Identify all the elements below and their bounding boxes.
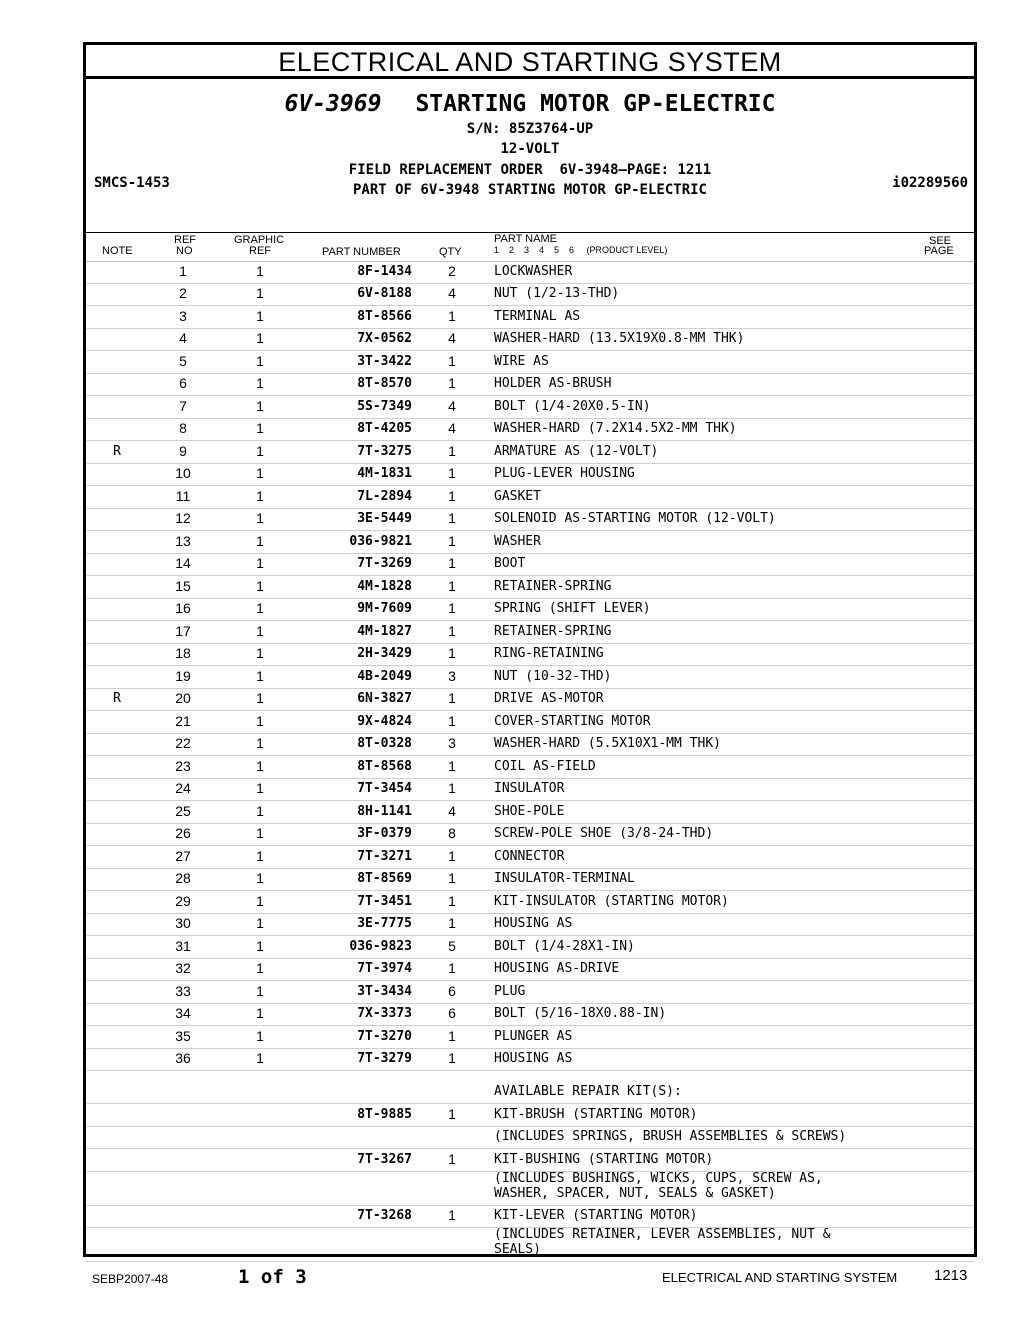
graphic-ref-cell: 1 [256, 420, 264, 436]
title-block [86, 79, 974, 221]
kit-part-number: 7T-3268 [357, 1208, 412, 1223]
qty-cell: 4 [448, 330, 456, 346]
table-row [86, 734, 974, 757]
ref-no-cell: 16 [175, 600, 191, 616]
part-number-cell: 4M-1831 [357, 466, 412, 481]
part-name-cell: CONNECTOR [494, 848, 565, 864]
graphic-ref-cell: 1 [256, 262, 264, 279]
ref-no-cell: 4 [179, 330, 187, 346]
table-row [86, 779, 974, 802]
table-row [86, 441, 974, 464]
table-row [86, 914, 974, 937]
table-row [86, 374, 974, 397]
qty-cell: 3 [448, 667, 456, 684]
footer-page-number: 1213 [934, 1267, 968, 1284]
table-row [86, 396, 974, 419]
graphic-ref-cell: 1 [256, 285, 264, 301]
section-title: ELECTRICAL AND STARTING SYSTEM [86, 45, 974, 79]
part-name-cell: KIT-INSULATOR (STARTING MOTOR) [494, 893, 729, 909]
table-row [86, 869, 974, 892]
part-number-cell: 7T-3271 [357, 848, 412, 864]
graphic-ref-cell: 1 [256, 375, 264, 391]
note-cell: R [113, 691, 121, 706]
header-note: NOTE [102, 245, 133, 257]
note-cell: R [113, 443, 121, 459]
ref-no-cell: 32 [175, 960, 191, 976]
part-name-cell: BOLT (1/4-20X0.5-IN) [494, 398, 651, 414]
part-name-cell: WASHER [494, 533, 541, 549]
part-name-cell: ARMATURE AS (12-VOLT) [494, 443, 659, 459]
kit-includes-row [86, 1127, 974, 1150]
qty-cell: 1 [448, 622, 456, 639]
graphic-ref-cell: 1 [256, 645, 264, 661]
group-title [86, 91, 974, 117]
qty-cell: 1 [448, 1050, 456, 1066]
kits-heading: AVAILABLE REPAIR KIT(S): [494, 1084, 682, 1099]
part-name-cell: COVER-STARTING MOTOR [494, 713, 651, 729]
part-name-cell: HOUSING AS [494, 1051, 573, 1066]
part-number-cell: 7X-0562 [357, 331, 412, 346]
part-number-cell: 7T-3275 [357, 443, 412, 459]
table-row [86, 486, 974, 509]
part-name-cell: RETAINER-SPRING [494, 578, 612, 594]
column-headers [86, 232, 974, 262]
part-number-cell: 4M-1828 [357, 578, 412, 594]
table-row [86, 846, 974, 869]
part-number-cell: 8T-8569 [357, 871, 412, 886]
ref-no-cell: 25 [175, 802, 191, 819]
graphic-ref-cell: 1 [256, 555, 264, 571]
part-number-cell: 3T-3434 [357, 983, 412, 999]
kit-row [86, 1149, 974, 1172]
part-name-cell: GASKET [494, 488, 541, 504]
graphic-ref-cell: 1 [256, 825, 264, 841]
ref-no-cell: 18 [175, 645, 191, 661]
graphic-ref-cell: 1 [256, 690, 264, 706]
kit-qty: 1 [448, 1105, 456, 1122]
group-name: STARTING MOTOR GP-ELECTRIC [415, 91, 776, 117]
graphic-ref-cell: 1 [256, 937, 264, 954]
part-name-cell: PLUG-LEVER HOUSING [494, 466, 635, 481]
kit-includes-row [86, 1228, 974, 1262]
part-name-cell: INSULATOR-TERMINAL [494, 871, 635, 886]
qty-cell: 1 [448, 352, 456, 369]
graphic-ref-cell: 1 [256, 847, 264, 864]
graphic-ref-cell: 1 [256, 667, 264, 684]
part-name-cell: RETAINER-SPRING [494, 623, 612, 639]
qty-cell: 1 [448, 690, 456, 706]
graphic-ref-cell: 1 [256, 802, 264, 819]
qty-cell: 1 [448, 780, 456, 796]
part-name-cell: WIRE AS [494, 353, 549, 369]
footer-page-of: 1 of 3 [238, 1266, 307, 1288]
graphic-ref-cell: 1 [256, 892, 264, 909]
qty-cell: 2 [448, 262, 456, 279]
table-row [86, 419, 974, 442]
ref-no-cell: 13 [175, 532, 191, 549]
ref-no-cell: 24 [175, 780, 191, 796]
header-see-page: PAGE [924, 245, 954, 257]
part-name-cell: BOLT (5/16-18X0.88-IN) [494, 1006, 667, 1021]
graphic-ref-cell: 1 [256, 757, 264, 774]
table-row [86, 351, 974, 374]
part-of-line: PART OF 6V-3948 STARTING MOTOR GP-ELECTRIC [352, 182, 707, 198]
part-name-cell: WASHER-HARD (13.5X19X0.8-MM THK) [494, 331, 745, 346]
table-row [86, 936, 974, 959]
page-footer [0, 1262, 1020, 1302]
qty-cell: 4 [448, 397, 456, 414]
ref-no-cell: 12 [175, 510, 191, 526]
ref-no-cell: 30 [175, 915, 191, 931]
kit-includes-row [86, 1172, 974, 1206]
graphic-ref-cell: 1 [256, 622, 264, 639]
table-row [86, 644, 974, 667]
part-number-cell: 8T-0328 [357, 736, 412, 751]
graphic-ref-cell: 1 [256, 465, 264, 481]
qty-cell: 4 [448, 802, 456, 819]
part-number-cell: 3E-7775 [357, 916, 412, 931]
part-name-cell: PLUG [494, 983, 526, 999]
qty-cell: 1 [448, 892, 456, 909]
part-name-cell: COIL AS-FIELD [494, 758, 596, 774]
qty-cell: 1 [448, 870, 456, 886]
qty-cell: 1 [448, 577, 456, 594]
footer-section: ELECTRICAL AND STARTING SYSTEM [662, 1270, 898, 1285]
graphic-ref-cell: 1 [256, 330, 264, 346]
part-number-cell: 5S-7349 [357, 398, 412, 414]
field-replacement-order: FIELD REPLACEMENT ORDER 6V-3948—PAGE: 1211 [348, 162, 712, 178]
kit-part-number: 8T-9885 [357, 1106, 412, 1122]
qty-cell: 1 [448, 375, 456, 391]
qty-cell: 4 [448, 285, 456, 301]
table-row [86, 329, 974, 352]
part-number-cell: 3F-0379 [357, 826, 412, 841]
ref-no-cell: 1 [179, 262, 187, 279]
graphic-ref-cell: 1 [256, 442, 264, 459]
parts-list [86, 261, 974, 1262]
table-row [86, 824, 974, 847]
table-row [86, 554, 974, 577]
part-number-cell: 6V-8188 [357, 286, 412, 301]
part-name-cell: DRIVE AS-MOTOR [494, 691, 604, 706]
qty-cell: 1 [448, 532, 456, 549]
group-number: 6V-3969 [284, 91, 382, 117]
part-number-cell: 3E-5449 [357, 511, 412, 526]
ref-no-cell: 11 [175, 487, 191, 504]
header-ref-no: NO [176, 245, 193, 257]
kit-name: KIT-LEVER (STARTING MOTOR) [494, 1208, 698, 1223]
qty-cell: 5 [448, 937, 456, 954]
ref-no-cell: 7 [179, 397, 187, 414]
qty-cell: 1 [448, 915, 456, 931]
part-name-cell: BOOT [494, 556, 526, 571]
qty-cell: 1 [448, 960, 456, 976]
ref-no-cell: 14 [175, 555, 191, 571]
kit-row [86, 1206, 974, 1229]
header-graphic-ref: REF [249, 245, 271, 257]
header-part-number: PART NUMBER [322, 246, 401, 258]
qty-cell: 6 [448, 982, 456, 999]
qty-cell: 1 [448, 510, 456, 526]
qty-cell: 1 [448, 555, 456, 571]
graphic-ref-cell: 1 [256, 915, 264, 931]
part-number-cell: 7T-3454 [357, 781, 412, 796]
graphic-ref-cell: 1 [256, 1050, 264, 1066]
table-row [86, 306, 974, 329]
qty-cell: 1 [448, 757, 456, 774]
qty-cell: 1 [448, 645, 456, 661]
part-number-cell: 036-9821 [349, 533, 412, 549]
ref-no-cell: 5 [179, 352, 187, 369]
table-row [86, 1004, 974, 1027]
header-product-levels: 1 2 3 4 5 6 (PRODUCT LEVEL) [494, 245, 668, 255]
part-number-cell: 8T-8568 [357, 758, 412, 774]
graphic-ref-cell: 1 [256, 735, 264, 751]
ref-no-cell: 36 [175, 1050, 191, 1066]
part-number-cell: 2H-3429 [357, 646, 412, 661]
part-number-cell: 7L-2894 [357, 488, 412, 504]
graphic-ref-cell: 1 [256, 600, 264, 616]
graphic-ref-cell: 1 [256, 712, 264, 729]
part-name-cell: HOLDER AS-BRUSH [494, 376, 612, 391]
part-number-cell: 7X-3373 [357, 1006, 412, 1021]
qty-cell: 1 [448, 487, 456, 504]
qty-cell: 4 [448, 420, 456, 436]
part-number-cell: 7T-3451 [357, 893, 412, 909]
ref-no-cell: 31 [175, 937, 191, 954]
part-number-cell: 8T-8570 [357, 376, 412, 391]
table-row [86, 1049, 974, 1072]
ref-no-cell: 35 [175, 1027, 191, 1044]
ref-no-cell: 22 [175, 735, 191, 751]
header-graphic: GRAPHIC [234, 234, 285, 246]
illustration-id: i02289560 [892, 175, 968, 191]
part-number-cell: 036-9823 [349, 938, 412, 954]
table-row [86, 801, 974, 824]
table-row [86, 261, 974, 284]
part-name-cell: SPRING (SHIFT LEVER) [494, 601, 651, 616]
header-ref: REF [174, 234, 196, 246]
part-number-cell: 7T-3270 [357, 1028, 412, 1044]
part-number-cell: 7T-3279 [357, 1051, 412, 1066]
qty-cell: 1 [448, 442, 456, 459]
ref-no-cell: 9 [179, 442, 187, 459]
footer-doc-id: SEBP2007-48 [92, 1272, 169, 1286]
ref-no-cell: 15 [175, 577, 191, 594]
table-row [86, 711, 974, 734]
part-name-cell: SOLENOID AS-STARTING MOTOR (12-VOLT) [494, 511, 776, 526]
part-number-cell: 3T-3422 [357, 353, 412, 369]
table-row [86, 689, 974, 712]
header-qty: QTY [439, 246, 462, 258]
part-number-cell: 6N-3827 [357, 691, 412, 706]
qty-cell: 1 [448, 600, 456, 616]
part-name-cell: WASHER-HARD (7.2X14.5X2-MM THK) [494, 421, 737, 436]
kit-qty: 1 [448, 1207, 456, 1223]
smcs-code: SMCS-1453 [94, 175, 170, 191]
table-row [86, 666, 974, 689]
kit-name: KIT-BUSHING (STARTING MOTOR) [494, 1151, 714, 1167]
table-row [86, 531, 974, 554]
kit-row [86, 1104, 974, 1127]
ref-no-cell: 10 [175, 465, 191, 481]
ref-no-cell: 27 [175, 847, 191, 864]
ref-no-cell: 20 [175, 690, 191, 706]
qty-cell: 1 [448, 847, 456, 864]
part-number-cell: 8T-4205 [357, 421, 412, 436]
ref-no-cell: 6 [179, 375, 187, 391]
graphic-ref-cell: 1 [256, 1027, 264, 1044]
part-number-cell: 8T-8566 [357, 308, 412, 324]
qty-cell: 8 [448, 825, 456, 841]
table-row [86, 576, 974, 599]
part-number-cell: 4B-2049 [357, 668, 412, 684]
table-row [86, 621, 974, 644]
table-row [86, 464, 974, 487]
graphic-ref-cell: 1 [256, 960, 264, 976]
qty-cell: 1 [448, 307, 456, 324]
qty-cell: 1 [448, 1027, 456, 1044]
kit-includes: (INCLUDES SPRINGS, BRUSH ASSEMBLIES & SCREWS) [494, 1129, 847, 1144]
serial-number: S/N: 85Z3764-UP [466, 121, 594, 137]
part-number-cell: 7T-3974 [357, 961, 412, 976]
table-row [86, 756, 974, 779]
header-see: SEE [929, 235, 952, 247]
graphic-ref-cell: 1 [256, 870, 264, 886]
table-row [86, 509, 974, 532]
part-name-cell: HOUSING AS [494, 916, 573, 931]
graphic-ref-cell: 1 [256, 397, 264, 414]
part-name-cell: TERMINAL AS [494, 308, 581, 324]
table-row [86, 599, 974, 622]
ref-no-cell: 26 [175, 825, 191, 841]
table-row [86, 891, 974, 914]
voltage: 12-VOLT [500, 141, 560, 157]
graphic-ref-cell: 1 [256, 510, 264, 526]
parts-page-frame [83, 42, 977, 1257]
ref-no-cell: 33 [175, 982, 191, 999]
ref-no-cell: 17 [175, 622, 191, 639]
table-row [86, 1026, 974, 1049]
part-name-cell: WASHER-HARD (5.5X10X1-MM THK) [494, 736, 721, 751]
part-name-cell: HOUSING AS-DRIVE [494, 961, 620, 976]
kit-name: KIT-BRUSH (STARTING MOTOR) [494, 1106, 698, 1122]
ref-no-cell: 29 [175, 892, 191, 909]
kit-qty: 1 [448, 1150, 456, 1167]
part-name-cell: PLUNGER AS [494, 1028, 573, 1044]
kit-includes: (INCLUDES RETAINER, LEVER ASSEMBLIES, NUT & SEALS) [494, 1227, 831, 1257]
ref-no-cell: 23 [175, 757, 191, 774]
part-number-cell: 9X-4824 [357, 713, 412, 729]
graphic-ref-cell: 1 [256, 1005, 264, 1021]
kit-includes: (INCLUDES BUSHINGS, WICKS, CUPS, SCREW AS, WASHER, SPACER, NUT, SEALS & GASKET) [494, 1170, 823, 1201]
kit-part-number: 7T-3267 [357, 1151, 412, 1167]
table-row [86, 284, 974, 307]
qty-cell: 6 [448, 1005, 456, 1021]
qty-cell: 3 [448, 735, 456, 751]
kits-heading-row [86, 1071, 974, 1104]
graphic-ref-cell: 1 [256, 487, 264, 504]
qty-cell: 1 [448, 712, 456, 729]
ref-no-cell: 19 [175, 667, 191, 684]
part-name-cell: SHOE-POLE [494, 803, 565, 819]
graphic-ref-cell: 1 [256, 307, 264, 324]
part-number-cell: 7T-3269 [357, 556, 412, 571]
qty-cell: 1 [448, 465, 456, 481]
ref-no-cell: 21 [175, 712, 191, 729]
part-name-cell: NUT (10-32-THD) [494, 668, 612, 684]
part-name-cell: NUT (1/2-13-THD) [494, 286, 620, 301]
part-name-cell: LOCKWASHER [494, 263, 573, 279]
graphic-ref-cell: 1 [256, 780, 264, 796]
part-name-cell: SCREW-POLE SHOE (3/8-24-THD) [494, 826, 714, 841]
ref-no-cell: 8 [179, 420, 187, 436]
part-number-cell: 8F-1434 [357, 263, 412, 279]
ref-no-cell: 3 [179, 307, 187, 324]
graphic-ref-cell: 1 [256, 577, 264, 594]
ref-no-cell: 34 [175, 1005, 191, 1021]
part-number-cell: 8H-1141 [357, 803, 412, 819]
table-row [86, 959, 974, 982]
graphic-ref-cell: 1 [256, 982, 264, 999]
part-name-cell: INSULATOR [494, 781, 565, 796]
graphic-ref-cell: 1 [256, 352, 264, 369]
part-number-cell: 9M-7609 [357, 601, 412, 616]
ref-no-cell: 2 [179, 285, 187, 301]
part-name-cell: BOLT (1/4-28X1-IN) [494, 938, 635, 954]
ref-no-cell: 28 [175, 870, 191, 886]
header-part-name: PART NAME [494, 233, 557, 245]
graphic-ref-cell: 1 [256, 532, 264, 549]
table-row [86, 981, 974, 1004]
part-name-cell: RING-RETAINING [494, 646, 604, 661]
part-number-cell: 4M-1827 [357, 623, 412, 639]
